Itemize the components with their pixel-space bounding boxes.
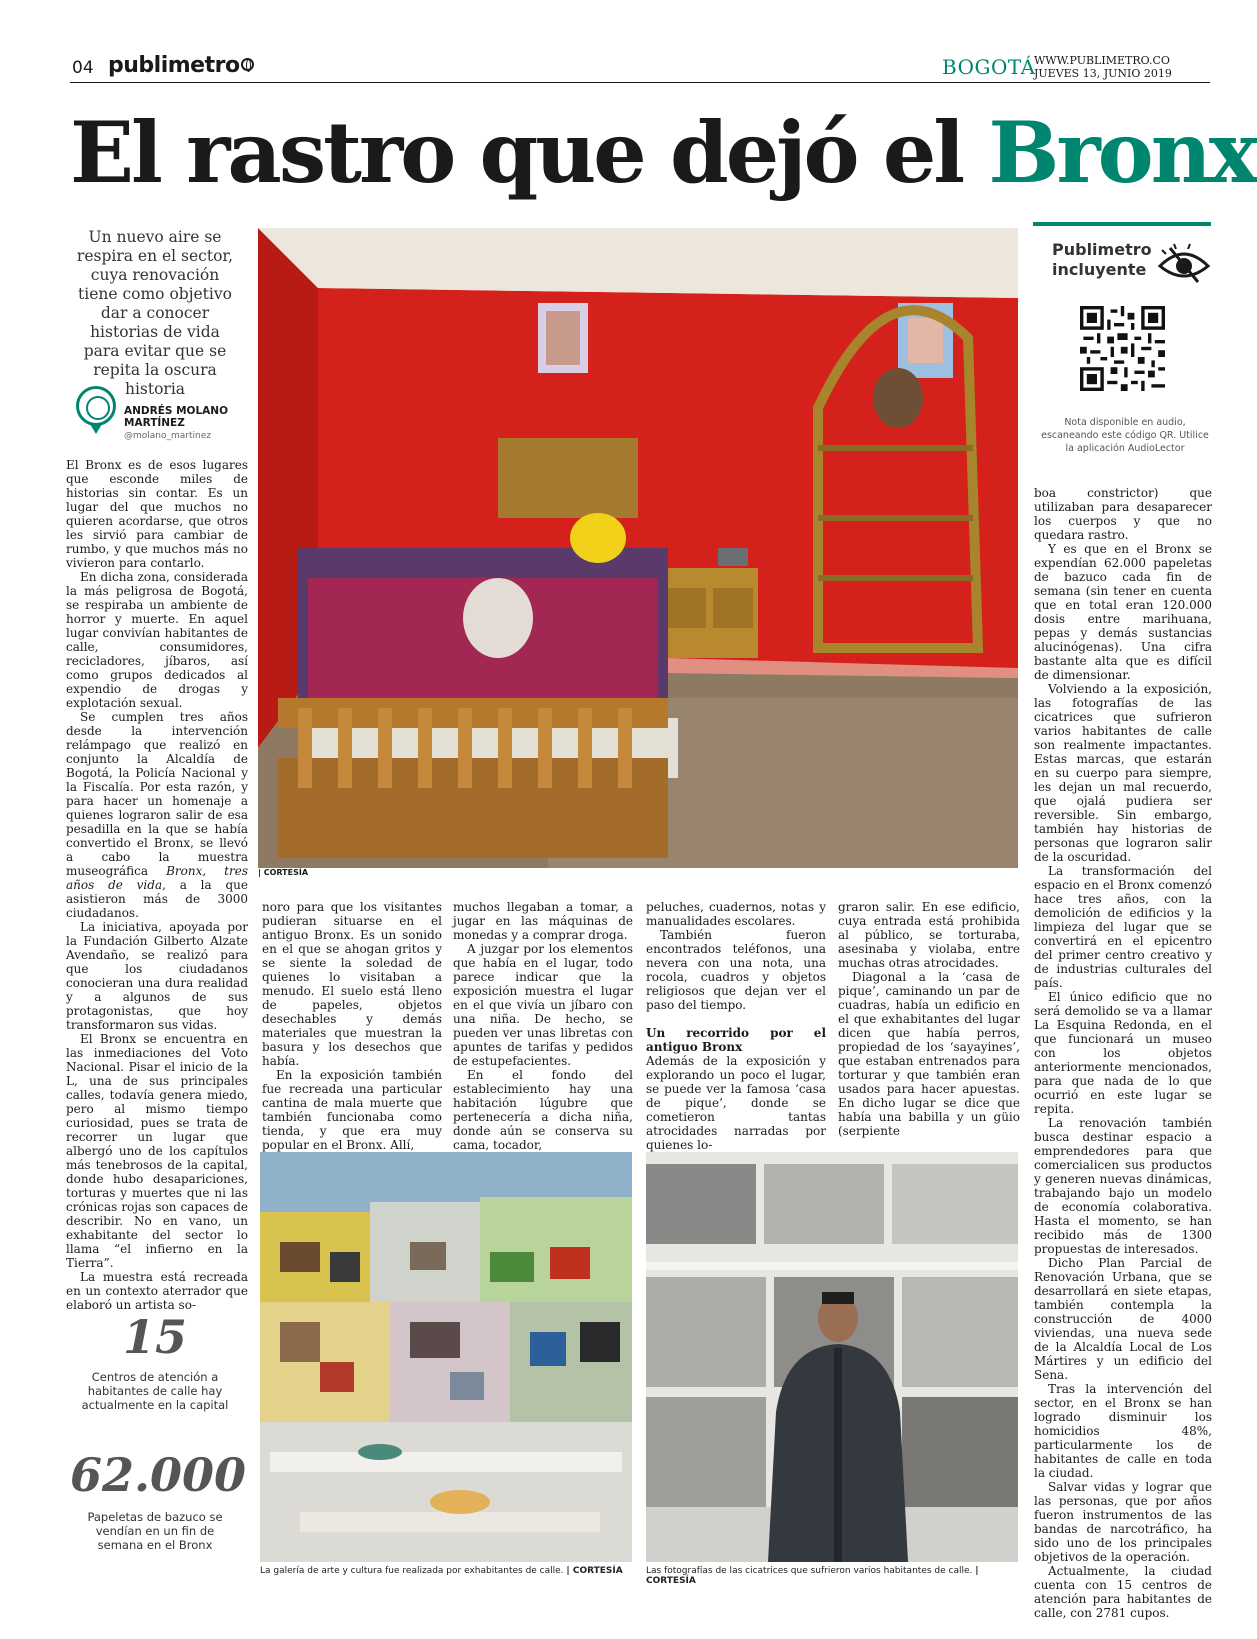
article-column-4 [646, 900, 826, 1150]
paragraph: boa constrictor) que utilizaban para desaparecer los cuerpos y que no quedara rastro. [1034, 486, 1212, 542]
stat-value: 62.000 [70, 1448, 247, 1502]
gallery-caption [260, 1566, 635, 1576]
header-meta [1034, 54, 1172, 80]
paragraph-text: Se cumplen tres años desde la intervención relámpago que realizó en conjunto la Alcaldía de Bogotá, la Policía Nacional y la Fiscalía. Por esta razón, y para hacer un homenaje a quienes lograron salir de esa pesadilla en la que se había convertido el Bronx, se llevó a cabo la muestra museográfica [66, 710, 248, 878]
paragraph: Salvar vidas y lograr que las personas, que por años fueron instrumentos de las bandas de narcotráfico, ha sido uno de los principales objetivos de la operación. [1034, 1480, 1212, 1564]
paragraph: En el fondo del establecimiento hay una habitación lúgubre que pertenecería a dicha niña, donde aún se conserva su cama, tocador, [453, 1068, 633, 1152]
paragraph: En dicha zona, considerada la más peligrosa de Bogotá, se respiraba un ambiente de horror y muerte. En aquel lugar convivían habitantes de calle, consumidores, recicladores, jíbaros, así como grupos dedicados al expendio de drogas y explotación sexual. [66, 570, 248, 710]
paragraph: A juzgar por los elementos que había en el lugar, todo parece indicar que la exposición muestra el lugar en el que vivía un jíbaro con una niña. De hecho, se pueden ver unas libretas con apuntes de tarifas y pedidos de estupefacientes. [453, 942, 633, 1068]
author-name: ANDRÉS MOLANO MARTÍNEZ [124, 405, 229, 429]
author-pin-icon [90, 424, 102, 434]
headline-part1: El rastro que dejó el [70, 103, 963, 202]
portrait-caption-text: Las fotografías de las cicatrices que sufrieron varios habitantes de calle. [646, 1566, 973, 1576]
inclusive-title [1052, 240, 1152, 280]
gallery-caption-text: La galería de arte y cultura fue realizada por exhabitantes de calle. [260, 1566, 564, 1576]
globe-icon [241, 58, 254, 71]
author-globe-icon [76, 386, 116, 426]
paragraph: graron salir. En ese edificio, cuya entrada está prohibida al público, se torturaba, asesinaba y violaba, entre muchas otras atrocidades. [838, 900, 1020, 970]
gallery-credit: | CORTESÍA [566, 1566, 623, 1576]
article-column-5 [838, 900, 1020, 1150]
sidebar-rule [1033, 222, 1211, 226]
gallery-photo [260, 1152, 632, 1562]
article-column-1 [66, 458, 248, 1312]
brand-logo [108, 53, 254, 78]
paragraph: En la exposición también fue recreada una particular cantina de mala muerte que también funcionaba como tienda, y que era muy popular en el Bronx. Allí, [262, 1068, 442, 1152]
paragraph: Y es que en el Bronx se expendían 62.000 papeletas de bazuco cada fin de semana (sin tener en cuenta que en total eran 120.000 dosis entre marihuana, pepas y demás sustancias alucinógenas). Una cifra bastante alta que es difícil de dimensionar. [1034, 542, 1212, 682]
article-column-6 [1034, 486, 1212, 1620]
qr-code-icon[interactable] [1080, 306, 1165, 391]
eye-icon [1156, 242, 1212, 286]
paragraph: noro para que los visitantes pudieran situarse en el antiguo Bronx. Es un sonido en el que se ahogan gritos y se siente la soledad de quienes lo visitaban a menudo. El suelo está lleno de papeles, objetos desechables y demás materiales que muestran la basura y los desechos que había. [262, 900, 442, 1068]
paragraph: La transformación del espacio en el Bronx comenzó hace tres años, con la demolición de edificios y la limpieza del lugar que se convertirá en el epicentro del primer centro creativo y de industrias culturales del país. [1034, 864, 1212, 990]
paragraph: El Bronx es de esos lugares que esconde miles de historias sin contar. Es un lugar del que muchos no quieren acordarse, que otros les sirvió para cambiar de rumbo, y que muchos más no vivieron para contarlo. [66, 458, 248, 570]
gallery-illustration [260, 1152, 632, 1562]
brand-name: publimetro [108, 53, 240, 78]
headline-highlight: Bronx [988, 103, 1256, 202]
paragraph: El Bronx se encuentra en las inmediaciones del Voto Nacional. Pisar el inicio de la L, una de sus principales calles, todavía genera miedo, pero al mismo tiempo curiosidad, pues se trata de recorrer un lugar que albergó uno de los capítulos más tenebrosos de la capital, donde hubo desapariciones, torturas y muertes que ni las crónicas rojas son capaces de describir. No en vano, un exhabitante del sector lo llama “el infierno en la Tierra”. [66, 1032, 248, 1270]
paragraph: También fueron encontrados teléfonos, una nevera con una nota, una rocola, cuadros y objetos religiosos que dejan ver el paso del tiempo. [646, 928, 826, 1012]
paragraph: Tras la intervención del sector, en el Bronx se han logrado disminuir los homicidios 48%, particularmente los de habitantes de calle en toda la ciudad. [1034, 1382, 1212, 1480]
portrait-illustration [646, 1152, 1018, 1562]
paragraph-text: que asistieron más de 3000 ciudadanos. [66, 878, 248, 920]
exhibit-title: Bronx, tres años de vida [66, 864, 248, 892]
inclusive-title-line2: incluyente [1052, 260, 1147, 279]
paragraph: Diagonal a la ‘casa de pique’, caminando un par de cuadras, había un edificio en el que exhabitantes del lugar dicen que había perros, propiedad de los ‘sayayines’, que estaban entrenados para torturar y que también eran usados para hacer apuestas. En dicho lugar se dice que había una babilla y un güio (serpiente [838, 970, 1020, 1138]
portrait-credit: | CORTESÍA [646, 1566, 979, 1586]
article-column-3 [453, 900, 633, 1150]
paragraph: muchos llegaban a tomar, a jugar en las máquinas de monedas y a comprar droga. [453, 900, 633, 942]
stat-value: 15 [122, 1310, 187, 1364]
paragraph: Además de la exposición y explorando un poco el lugar, se puede ver la famosa ‘casa de pique’, donde se cometieron tantas atrocidades narradas por quienes lo- [646, 1054, 826, 1152]
stat-description: Centros de atención a habitantes de calle hay actualmente en la capital [81, 1370, 229, 1412]
header-rule [70, 82, 1210, 83]
stat-description: Papeletas de bazuco se vendían en un fin de semana en el Bronx [87, 1510, 223, 1552]
main-photo-bedroom [258, 228, 1018, 868]
section-label: BOGOTÁ [942, 55, 1036, 79]
paragraph: Actualmente, la ciudad cuenta con 15 centros de atención para habitantes de calle, con 2781 cupos. [1034, 1564, 1212, 1620]
paragraph: La renovación también busca destinar espacio a emprendedores para que comercialicen sus productos y generen nuevas dinámicas, trabajando bajo un modelo de economía colaborativa. Hasta el momento, se han recibido más de 1300 propuestas de interesados. [1034, 1116, 1212, 1256]
paragraph: La iniciativa, apoyada por la Fundación Gilberto Alzate Avendaño, se realizó para que los ciudadanos conocieran una dura realidad y a algunos de sus protagonistas, que hoy transformaron sus vidas. [66, 920, 248, 1032]
deck: Un nuevo aire se respira en el sector, cuya renovación tiene como objetivo dar a conocer historias de vida para evitar que se repita la oscura historia [76, 228, 234, 398]
headline [70, 103, 1256, 208]
main-photo-credit: | CORTESÍA [258, 868, 309, 877]
author-handle[interactable]: @molano_martinez [124, 431, 211, 441]
paragraph: La muestra está recreada en un contexto aterrador que elaboró un artista so- [66, 1270, 248, 1312]
portrait-caption [646, 1566, 1026, 1586]
paragraph: Se cumplen tres años desde la intervención relámpago que realizó en conjunto la Alcaldía de Bogotá, la Policía Nacional y la Fiscalía. Por esta razón, y para hacer un homenaje a quienes lograron salir de esa pesadilla en la que se había convertido el Bronx, se llevó a cabo la muestra museográfica Bronx, tres años de vida, a la que asistieron más de 3000 ciudadanos. [66, 710, 248, 920]
bedroom-illustration [258, 228, 1018, 868]
paragraph: El único edificio que no será demolido se va a llamar La Esquina Redonda, en el que funcionará un museo con los objetos anteriormente mencionados, para que nada de lo que ocurrió en este lugar se repita. [1034, 990, 1212, 1116]
qr-note: Nota disponible en audio, escaneando este código QR. Utilice la aplicación AudioLector [1041, 417, 1209, 454]
portrait-photo [646, 1152, 1018, 1562]
inclusive-title-line1: Publimetro [1052, 240, 1152, 259]
issue-date: JUEVES 13, JUNIO 2019 [1034, 67, 1172, 80]
page-number: 04 [72, 58, 94, 78]
paragraph: peluches, cuadernos, notas y manualidades escolares. [646, 900, 826, 928]
paragraph: Volviendo a la exposición, las fotografías de las cicatrices que sufrieron varios habitantes de calle son realmente impactantes. Estas marcas, que estarán en su cuerpo para siempre, les dejan un mal recuerdo, que ojalá pudiera ser reversible. Sin embargo, también hay historias de personas que lograron salir de la oscuridad. [1034, 682, 1212, 864]
paragraph: Dicho Plan Parcial de Renovación Urbana, que se desarrollará en siete etapas, también contempla la construcción de 4000 viviendas, una nueva sede de la Alcaldía Local de Los Mártires y un edificio del Sena. [1034, 1256, 1212, 1382]
website-link[interactable]: WWW.PUBLIMETRO.CO [1034, 54, 1170, 67]
article-column-2 [262, 900, 442, 1150]
subhead: Un recorrido por el antiguo Bronx [646, 1026, 826, 1054]
